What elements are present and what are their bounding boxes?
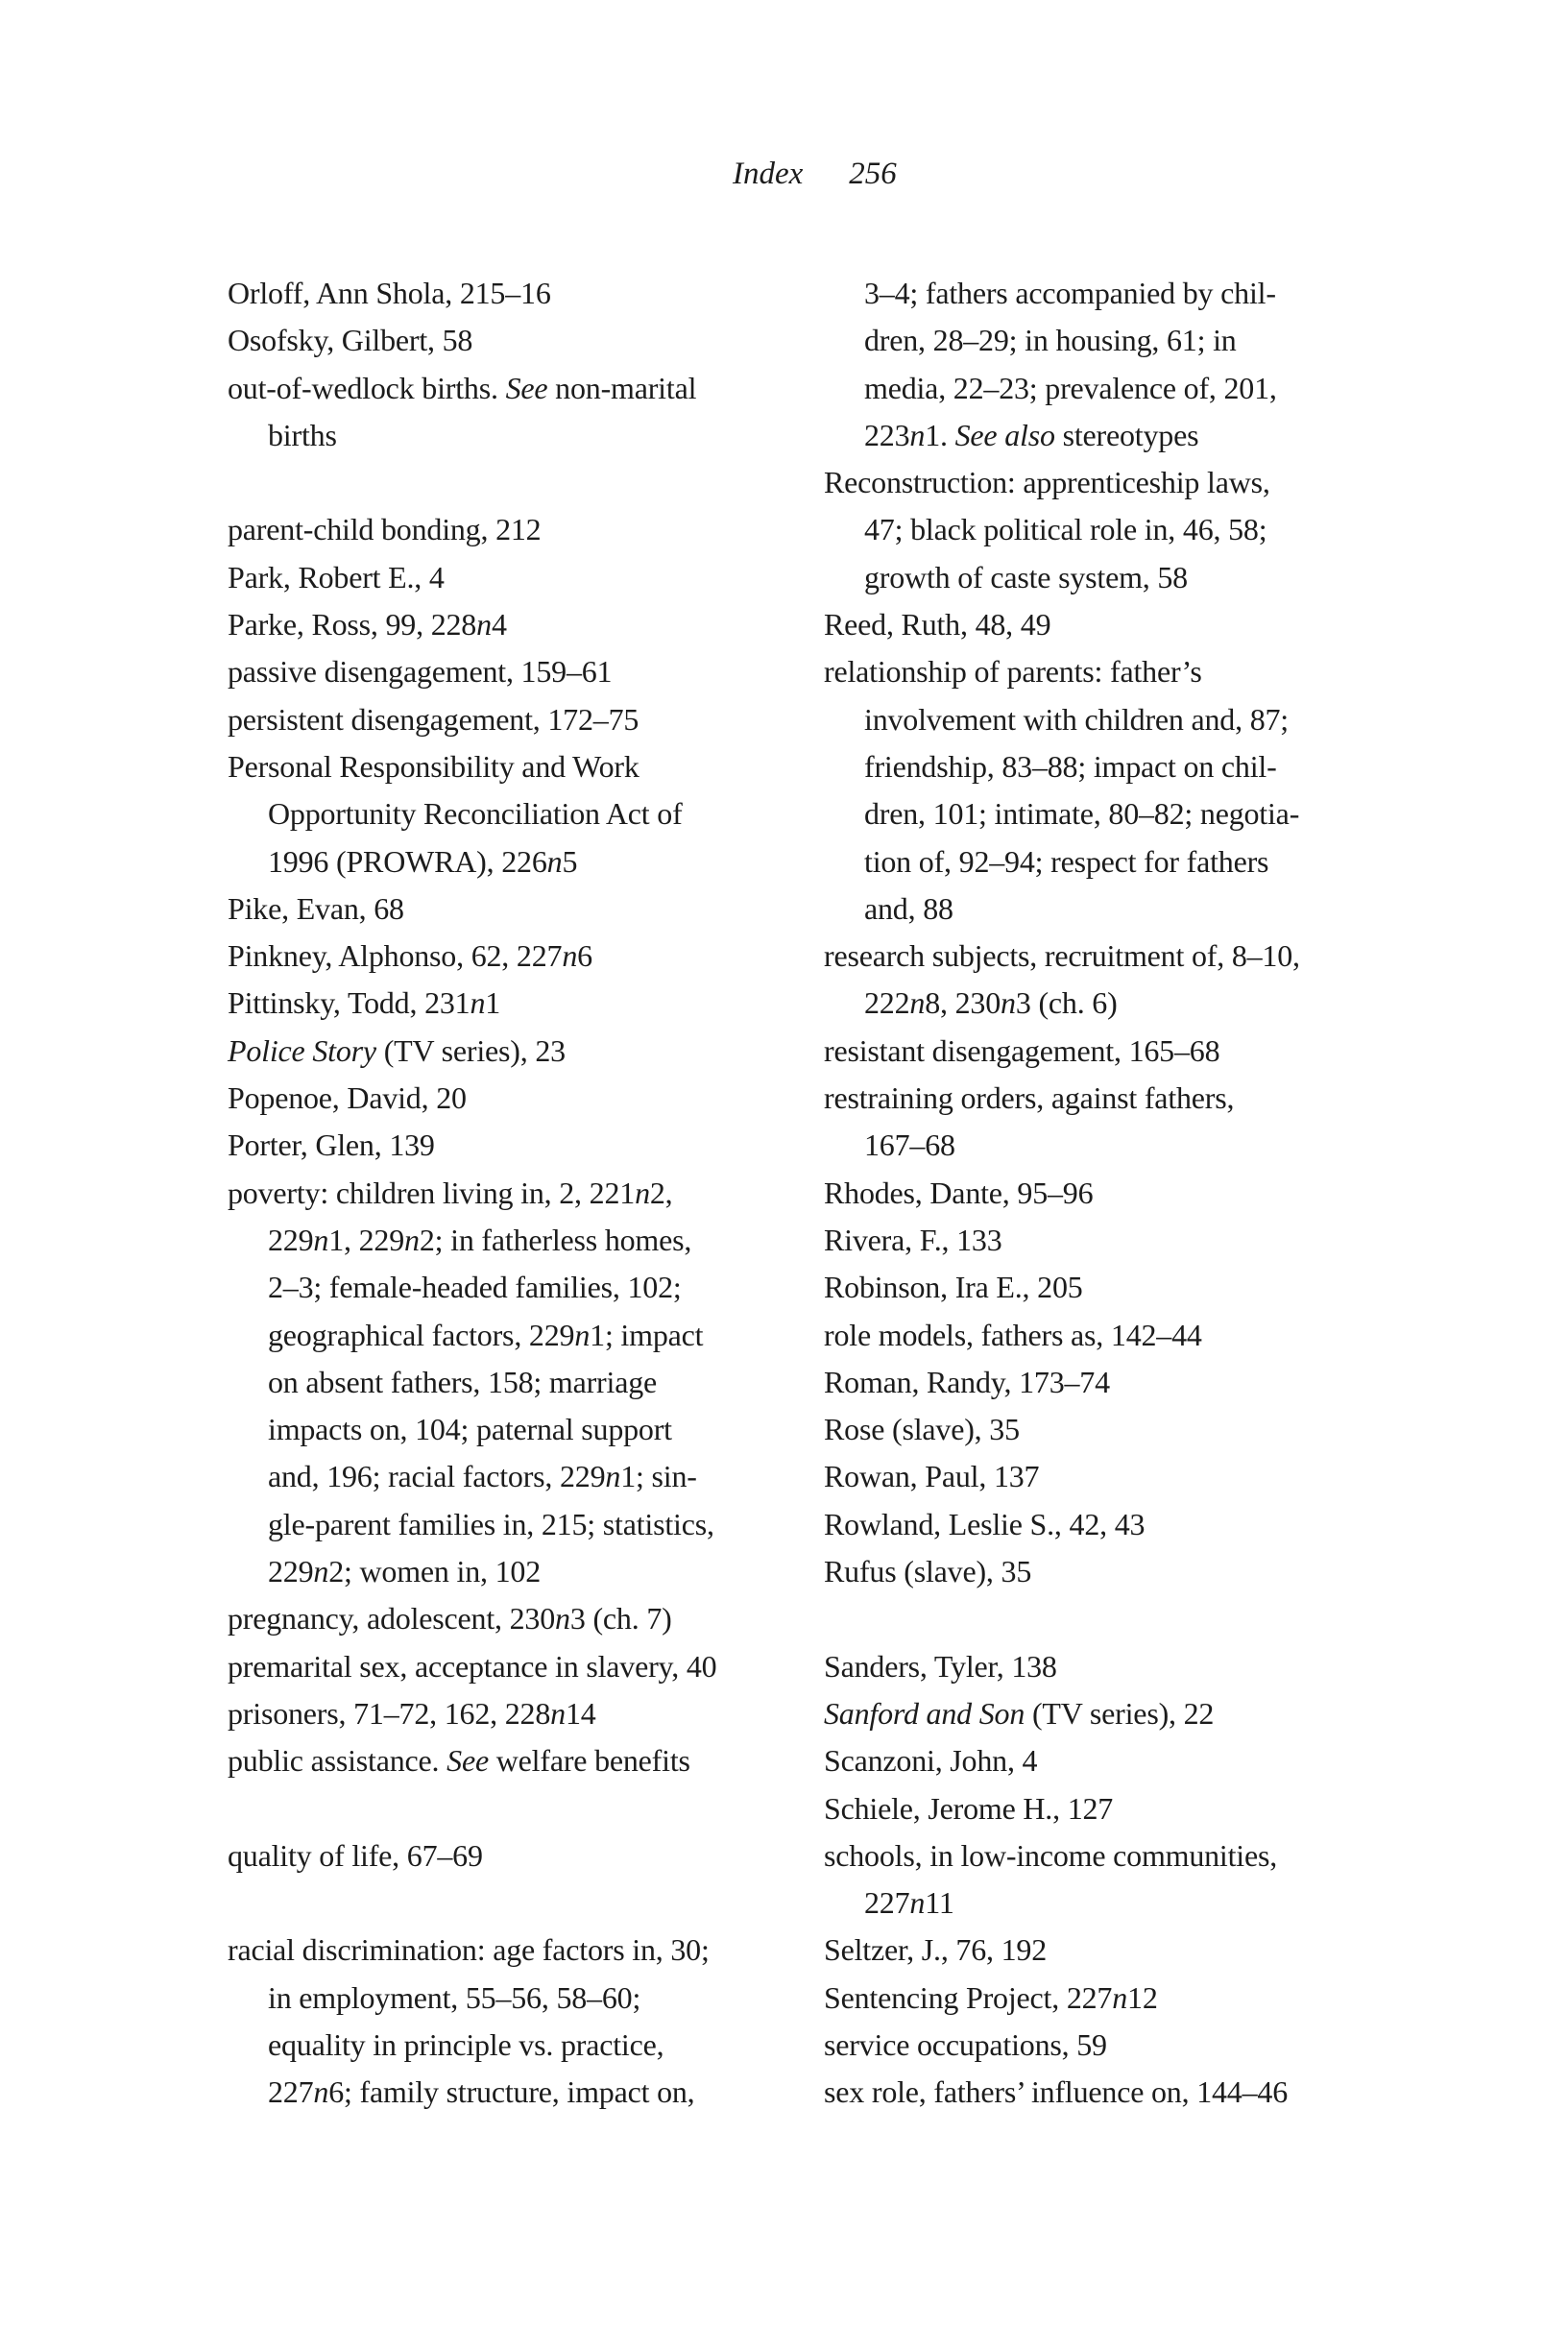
index-entry-line: parent-child bonding, 212 <box>228 512 542 547</box>
index-column-right <box>824 270 1419 2117</box>
index-entry-line: Rufus (slave), 35 <box>824 1554 1032 1589</box>
index-entry-line: impacts on, 104; paternal support <box>268 1412 672 1447</box>
index-entry-line: persistent disengagement, 172–75 <box>228 701 639 737</box>
index-entry-line: sex role, fathers’ influence on, 144–46 <box>824 2074 1288 2110</box>
index-entry-line: births <box>268 417 337 452</box>
index-entry-line: and, 88 <box>864 890 953 926</box>
index-entry-line: prisoners, 71–72, 162, 228n14 <box>228 1695 596 1731</box>
index-entry-line: Rhodes, Dante, 95–96 <box>824 1175 1094 1210</box>
index-entry-line: Osofsky, Gilbert, 58 <box>228 323 473 358</box>
page-number: 256 <box>849 157 897 191</box>
index-entry-line: Sanford and Son (TV series), 22 <box>824 1695 1215 1731</box>
index-entry-line: in employment, 55–56, 58–60; <box>268 1979 641 2015</box>
index-entry-line: and, 196; racial factors, 229n1; sin- <box>268 1459 697 1494</box>
index-entry-line: media, 22–23; prevalence of, 201, <box>864 370 1277 405</box>
index-entry-line: Popenoe, David, 20 <box>228 1080 467 1116</box>
index-entry-line: Personal Responsibility and Work <box>228 748 639 784</box>
index-entry-line: geographical factors, 229n1; impact <box>268 1317 704 1352</box>
index-entry-line: racial discrimination: age factors in, 30; <box>228 1932 710 1968</box>
index-entry-line: Parke, Ross, 99, 228n4 <box>228 607 507 643</box>
index-entry-line: 229n2; women in, 102 <box>268 1554 542 1589</box>
index-entry-line: public assistance. See welfare benefits <box>228 1743 690 1779</box>
index-entry-line: Schiele, Jerome H., 127 <box>824 1790 1114 1826</box>
index-entry-line: pregnancy, adolescent, 230n3 (ch. 7) <box>228 1601 672 1637</box>
index-entry-line: Rowan, Paul, 137 <box>824 1459 1040 1494</box>
index-entry-line: dren, 101; intimate, 80–82; negotia- <box>864 796 1300 832</box>
index-entry-line: involvement with children and, 87; <box>864 701 1289 737</box>
index-entry-line: Roman, Randy, 173–74 <box>824 1364 1110 1399</box>
index-entry-line: Reed, Ruth, 48, 49 <box>824 607 1051 643</box>
index-entry-line: 223n1. See also stereotypes <box>864 417 1199 452</box>
index-entry-line: 1996 (PROWRA), 226n5 <box>268 843 578 879</box>
index-entry-line: Rivera, F., 133 <box>824 1222 1002 1257</box>
index-entry-line: role models, fathers as, 142–44 <box>824 1317 1202 1352</box>
index-entry-line: research subjects, recruitment of, 8–10, <box>824 938 1300 974</box>
index-entry-line: Police Story (TV series), 23 <box>228 1032 566 1068</box>
index-entry-line: Rose (slave), 35 <box>824 1412 1020 1447</box>
index-entry-line: Park, Robert E., 4 <box>228 559 445 594</box>
index-entry-line: relationship of parents: father’s <box>824 654 1202 690</box>
index-entry-line: gle-parent families in, 215; statistics, <box>268 1506 714 1541</box>
blank-line <box>228 459 813 506</box>
index-entry-line: Seltzer, J., 76, 192 <box>824 1932 1048 1968</box>
index-entry-line: Orloff, Ann Shola, 215–16 <box>228 276 551 310</box>
index-entry-line: Opportunity Reconciliation Act of <box>268 796 683 832</box>
blank-line <box>824 1595 1419 1642</box>
index-entry-line: tion of, 92–94; respect for fathers <box>864 843 1269 879</box>
blank-line <box>228 1785 813 1832</box>
index-entry-line: 2–3; female-headed families, 102; <box>268 1270 682 1305</box>
index-entry-line: 222n8, 230n3 (ch. 6) <box>864 985 1118 1021</box>
index-entry-line: Pike, Evan, 68 <box>228 890 404 926</box>
index-entry-line: on absent fathers, 158; marriage <box>268 1364 658 1399</box>
index-entry-line: Robinson, Ira E., 205 <box>824 1270 1083 1305</box>
index-entry-line: resistant disengagement, 165–68 <box>824 1032 1220 1068</box>
index-entry-line: schools, in low-income communities, <box>824 1837 1278 1873</box>
index-entry-line: restraining orders, against fathers, <box>824 1080 1235 1116</box>
index-entry-line: Porter, Glen, 139 <box>228 1128 435 1163</box>
index-entry-line: out-of-wedlock births. See non-marital <box>228 370 697 405</box>
index-entry-line: service occupations, 59 <box>824 2026 1107 2062</box>
index-entry-line: 167–68 <box>864 1128 955 1163</box>
index-entry-line: passive disengagement, 159–61 <box>228 654 613 690</box>
index-entry-line: 227n11 <box>864 1885 954 1921</box>
index-entry-line: Pittinsky, Todd, 231n1 <box>228 985 501 1021</box>
index-entry-line: premarital sex, acceptance in slavery, 40 <box>228 1648 717 1684</box>
blank-line <box>228 1879 813 1927</box>
index-entry-line: friendship, 83–88; impact on chil- <box>864 748 1277 784</box>
index-entry-line: Sanders, Tyler, 138 <box>824 1648 1057 1684</box>
index-entry-line: Sentencing Project, 227n12 <box>824 1979 1158 2015</box>
index-entry-line: Rowland, Leslie S., 42, 43 <box>824 1506 1146 1541</box>
index-entry-line: poverty: children living in, 2, 221n2, <box>228 1175 673 1210</box>
index-entry-line: 229n1, 229n2; in fatherless homes, <box>268 1222 692 1257</box>
index-entry-line: 3–4; fathers accompanied by chil- <box>864 276 1276 310</box>
running-header-title: Index <box>733 157 804 191</box>
running-header <box>733 157 897 192</box>
index-entry-line: equality in principle vs. practice, <box>268 2026 664 2062</box>
index-entry-line: Reconstruction: apprenticeship laws, <box>824 465 1270 500</box>
index-entry-line: dren, 28–29; in housing, 61; in <box>864 323 1237 358</box>
index-entry-line: Scanzoni, John, 4 <box>824 1743 1038 1779</box>
index-entry-line: 47; black political role in, 46, 58; <box>864 512 1267 547</box>
index-entry-line: growth of caste system, 58 <box>864 559 1188 594</box>
index-column-left <box>228 270 813 2117</box>
index-entry-line: 227n6; family structure, impact on, <box>268 2074 695 2110</box>
index-entry-line: quality of life, 67–69 <box>228 1837 483 1873</box>
index-entry-line: Pinkney, Alphonso, 62, 227n6 <box>228 938 592 974</box>
